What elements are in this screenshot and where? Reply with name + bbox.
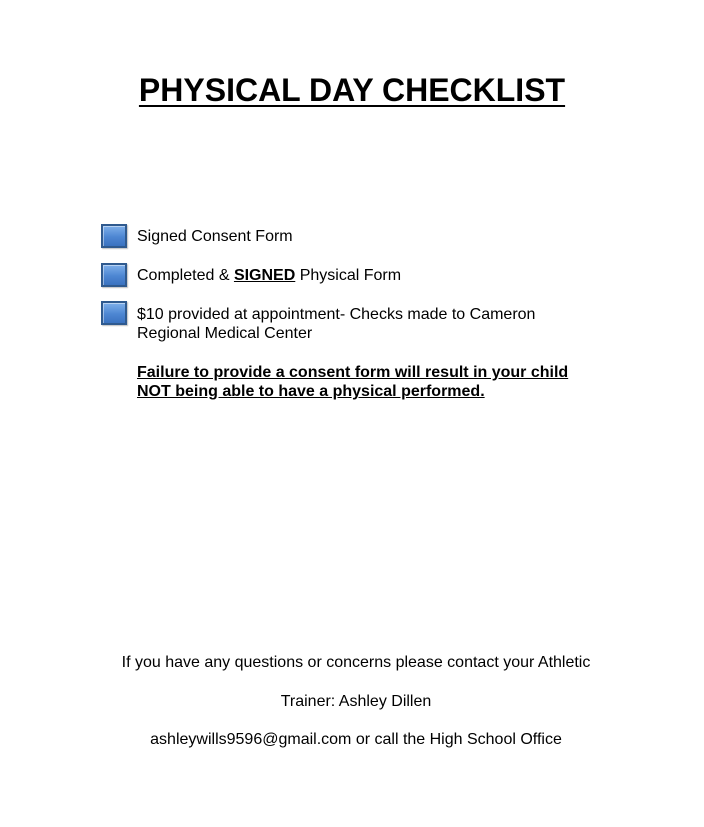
footer-contact-line-3: ashleywills9596@gmail.com or call the High School Office	[150, 731, 562, 748]
checklist-item-label	[137, 266, 607, 285]
checklist-item-label	[137, 305, 607, 343]
checklist-item-label-prefix: Completed &	[137, 267, 234, 284]
payment-line-1: $10 provided at appointment- Checks made to Cameron	[137, 306, 536, 323]
warning-line-1: Failure to provide a consent form will result in your child	[137, 364, 569, 381]
warning-line-2: NOT being able to have a physical performed.	[137, 383, 485, 400]
consent-warning	[137, 363, 607, 401]
payment-line-2: Regional Medical Center	[137, 325, 313, 342]
page-title	[0, 70, 704, 110]
checklist-item-label: Signed Consent Form	[137, 228, 293, 245]
checkbox-icon[interactable]	[101, 263, 127, 287]
checklist-item-label-suffix: Physical Form	[295, 267, 402, 284]
page-title-text: PHYSICAL DAY CHECKLIST	[138, 72, 566, 108]
signed-emphasis: SIGNED	[233, 267, 296, 284]
footer-contact-line-1: If you have any questions or concerns please contact your Athletic	[121, 654, 591, 671]
checkbox-icon[interactable]	[101, 301, 127, 325]
checkbox-icon[interactable]	[101, 224, 127, 248]
footer-contact-line-2: Trainer: Ashley Dillen	[280, 693, 432, 710]
